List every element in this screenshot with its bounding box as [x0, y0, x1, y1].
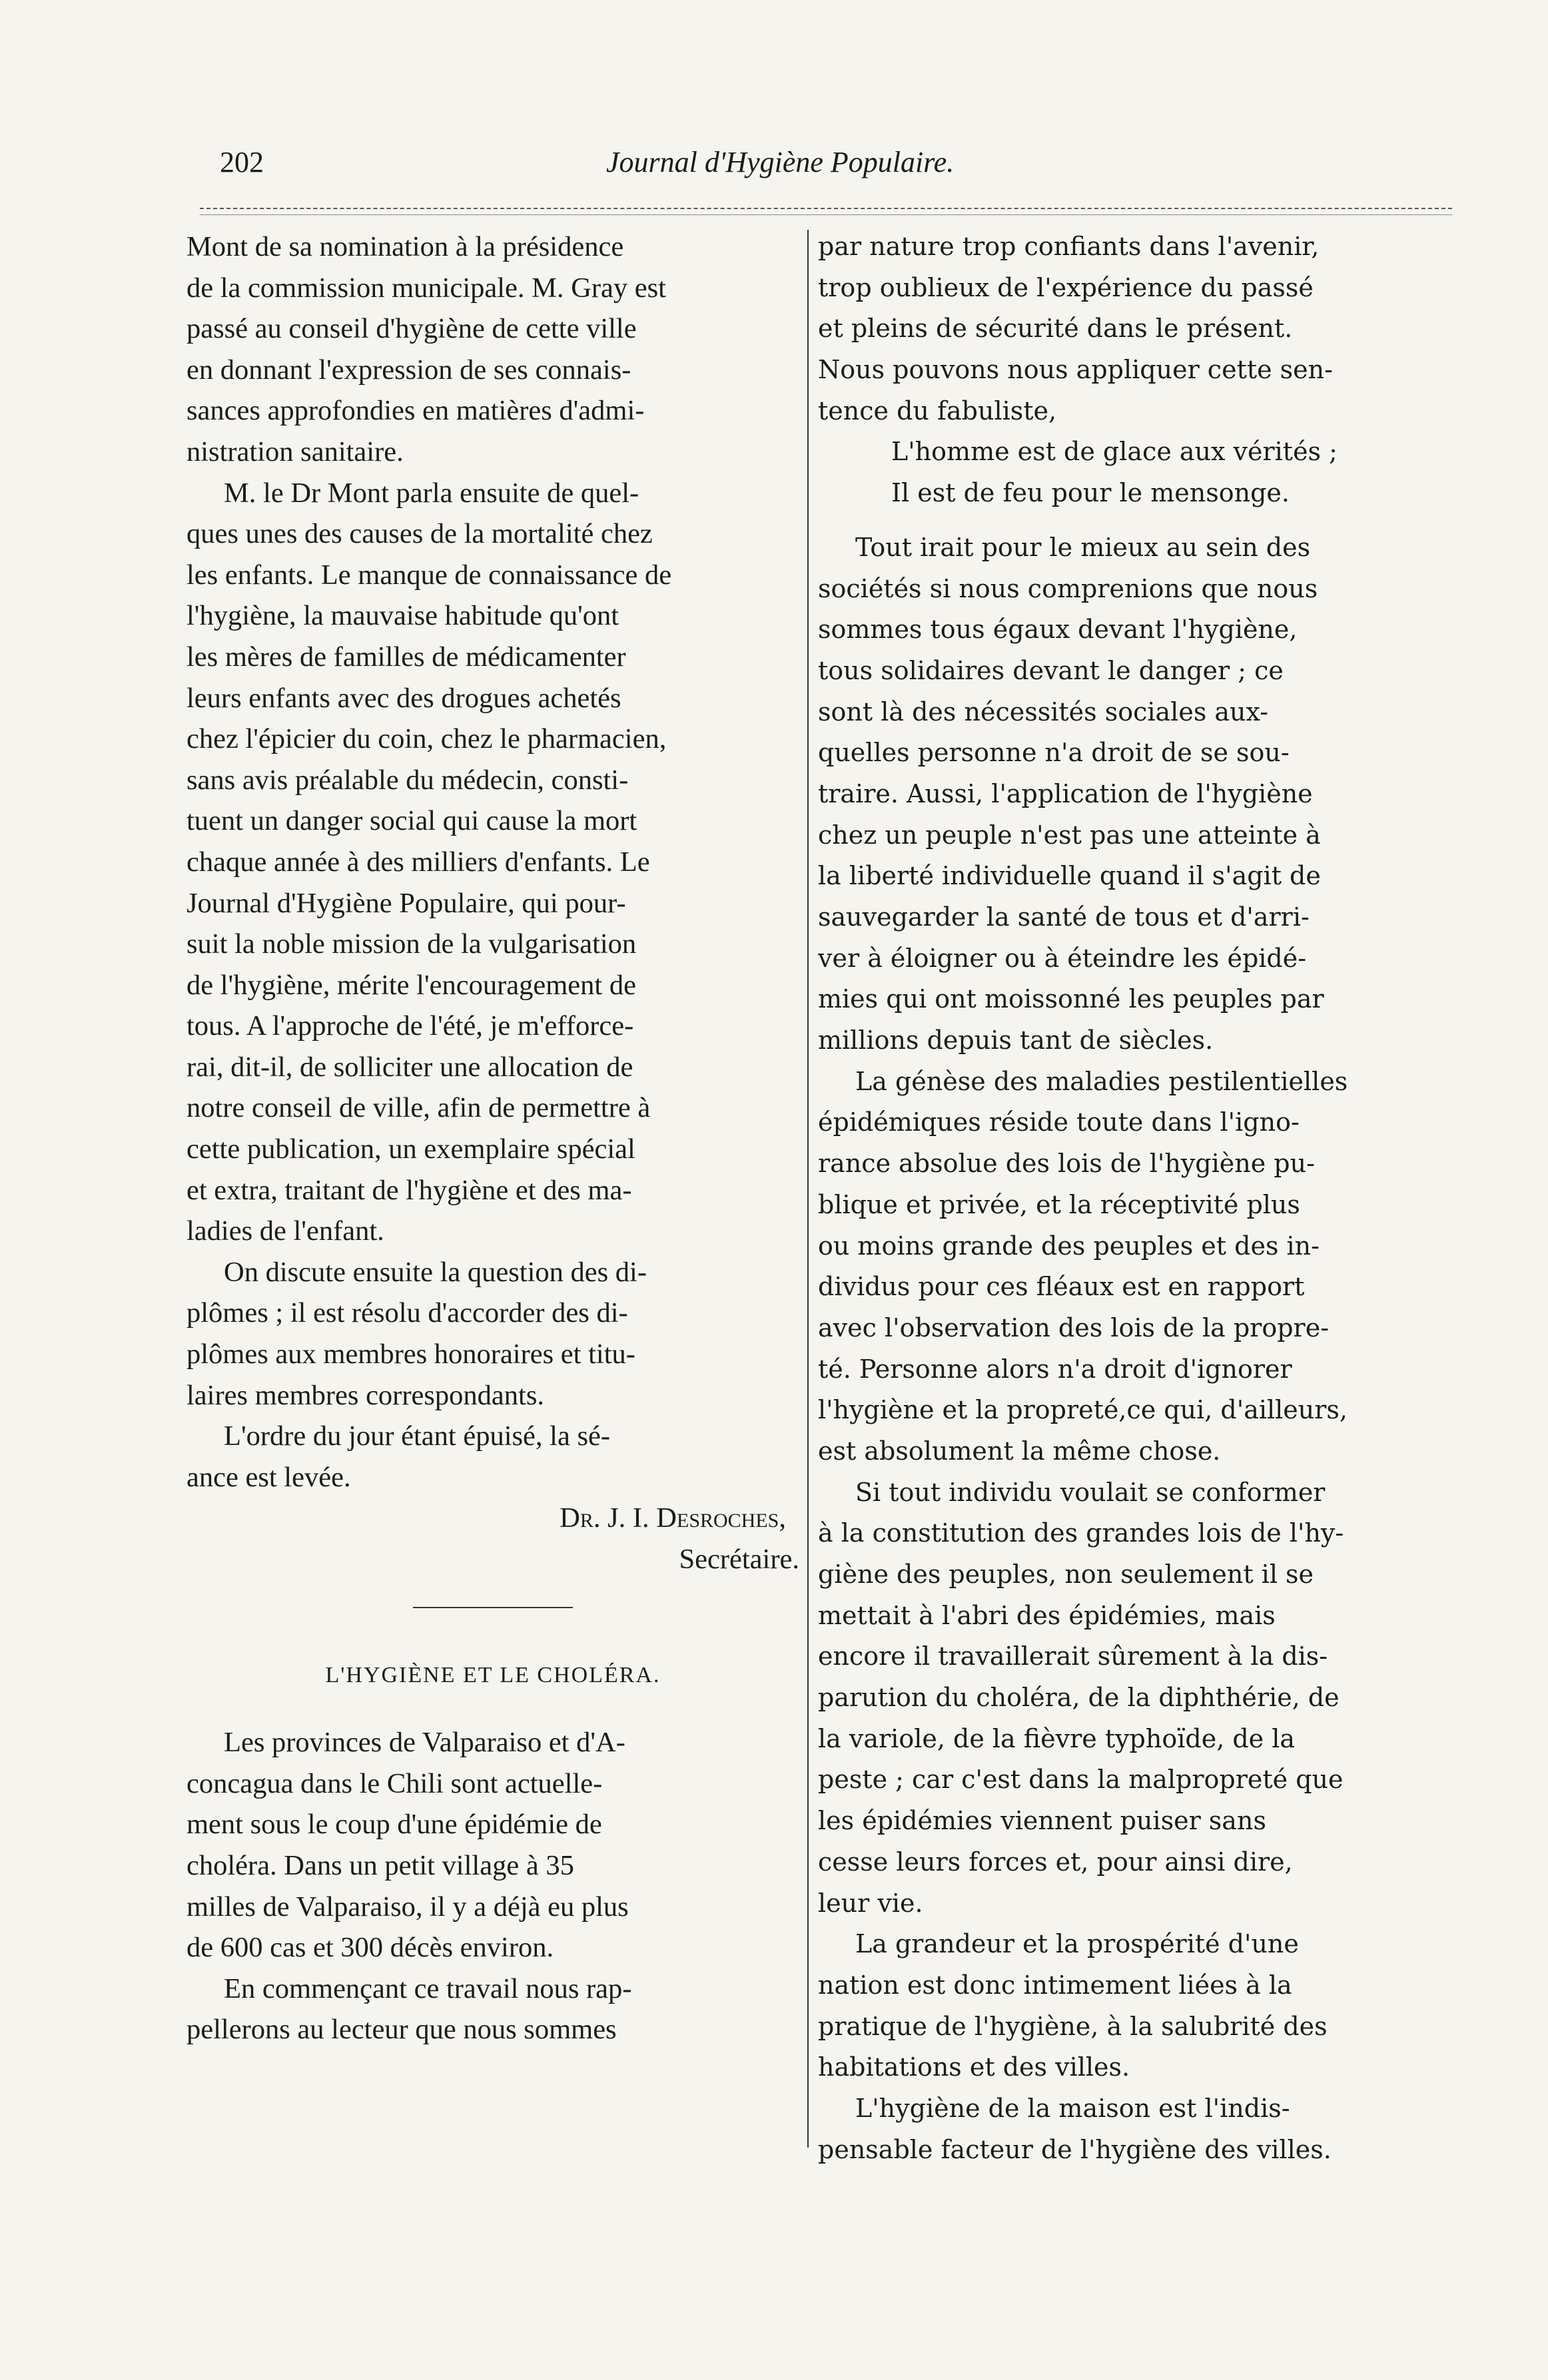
- text-line: Tout irait pour le mieux au sein des: [855, 532, 1311, 562]
- text-line: avec l'observation des lois de la propre-: [818, 1313, 1330, 1342]
- text-line: l'hygiène et la propreté,ce qui, d'ailleurs,: [818, 1395, 1348, 1425]
- verse-line: Il est de feu pour le mensonge.: [891, 478, 1290, 508]
- text-line: et extra, traitant de l'hygiène et des ma-: [187, 1174, 632, 1206]
- text-line: cette publication, un exemplaire spécial: [187, 1133, 635, 1165]
- signature-title: Secrétaire.: [679, 1544, 799, 1575]
- signature-name: Dr. J. I. Desroches,: [560, 1502, 786, 1534]
- text-line: té. Personne alors n'a droit d'ignorer: [818, 1354, 1292, 1384]
- section-heading: L'HYGIÈNE ET LE CHOLÉRA.: [325, 1662, 661, 1687]
- text-line: sauvegarder la santé de tous et d'arri-: [818, 902, 1310, 932]
- text-line: traire. Aussi, l'application de l'hygiène: [818, 778, 1313, 808]
- text-line: passé au conseil d'hygiène de cette ville: [187, 313, 637, 345]
- paragraph: [818, 1472, 1431, 1925]
- text-line: rai, dit-il, de solliciter une allocation de: [187, 1051, 633, 1083]
- text-line: On discute ensuite la question des di-: [224, 1256, 647, 1288]
- text-line: L'hygiène de la maison est l'indis-: [855, 2093, 1290, 2123]
- paragraph: [187, 473, 799, 1252]
- text-line: tuent un danger social qui cause la mort: [187, 805, 637, 837]
- paragraph: [187, 1252, 799, 1416]
- paragraph: [818, 1924, 1431, 2088]
- text-line: leurs enfants avec des drogues achetés: [187, 682, 621, 714]
- right-column: [818, 226, 1431, 2170]
- text-line: encore il travaillerait sûrement à la dis-: [818, 1641, 1328, 1671]
- text-line: pellerons au lecteur que nous sommes: [187, 2014, 617, 2046]
- text-line: pratique de l'hygiène, à la salubrité des: [818, 2011, 1328, 2041]
- text-line: sociétés si nous comprenions que nous: [818, 573, 1318, 603]
- text-line: rance absolue des lois de l'hygiène pu-: [818, 1149, 1315, 1179]
- page-number: 202: [220, 146, 264, 178]
- paragraph: [818, 527, 1431, 1061]
- text-line: En commençant ce travail nous rap-: [224, 1972, 632, 2004]
- text-line: pensable facteur de l'hygiène des villes.: [818, 2134, 1332, 2164]
- section-separator: [413, 1607, 573, 1608]
- text-line: Journal d'Hygiène Populaire, qui pour-: [187, 887, 626, 919]
- text-line: par nature trop confiants dans l'avenir,: [818, 232, 1320, 261]
- text-line: suit la noble mission de la vulgarisation: [187, 928, 637, 960]
- text-line: habitations et des villes.: [818, 2052, 1130, 2082]
- text-line: L'ordre du jour étant épuisé, la sé-: [224, 1420, 611, 1452]
- text-line: ance est levée.: [187, 1461, 351, 1493]
- text-line: l'hygiène, la mauvaise habitude qu'ont: [187, 600, 619, 632]
- text-line: Mont de sa nomination à la présidence: [187, 231, 624, 262]
- text-line: parution du choléra, de la diphthérie, de: [818, 1683, 1340, 1713]
- text-line: sances approfondies en matières d'admi-: [187, 395, 645, 427]
- text-line: trop oublieux de l'expérience du passé: [818, 272, 1314, 302]
- text-line: laires membres correspondants.: [187, 1379, 544, 1411]
- text-line: mies qui ont moissonné les peuples par: [818, 984, 1324, 1014]
- text-line: de la commission municipale. M. Gray est: [187, 272, 666, 304]
- text-line: chez l'épicier du coin, chez le pharmacien,: [187, 723, 667, 755]
- text-line: de l'hygiène, mérite l'encouragement de: [187, 969, 636, 1001]
- text-line: milles de Valparaiso, il y a déjà eu plus: [187, 1891, 629, 1923]
- text-line: Si tout individu voulait se conformer: [855, 1477, 1326, 1507]
- paragraph: [818, 1061, 1431, 1472]
- text-line: la liberté individuelle quand il s'agit de: [818, 861, 1321, 891]
- text-line: plômes aux membres honoraires et titu-: [187, 1339, 635, 1370]
- text-line: ou moins grande des peuples et des in-: [818, 1231, 1320, 1261]
- header-rule-thin: [200, 214, 1452, 215]
- header-rule: [200, 208, 1452, 209]
- paragraph: [187, 1968, 799, 2050]
- paragraph: [187, 1416, 799, 1498]
- text-line: M. le Dr Mont parla ensuite de quel-: [224, 477, 639, 509]
- text-line: La génèse des maladies pestilentielles: [855, 1066, 1348, 1096]
- running-title: Journal d'Hygiène Populaire.: [606, 146, 955, 178]
- text-line: tence du fabuliste,: [818, 396, 1057, 426]
- text-line: est absolument la même chose.: [818, 1436, 1221, 1466]
- text-line: millions depuis tant de siècles.: [818, 1026, 1214, 1055]
- text-line: concagua dans le Chili sont actuelle-: [187, 1767, 603, 1799]
- text-line: les mères de familles de médicamenter: [187, 641, 626, 673]
- text-line: Nous pouvons nous appliquer cette sen-: [818, 355, 1333, 385]
- text-line: les enfants. Le manque de connaissance de: [187, 559, 672, 591]
- text-line: sans avis préalable du médecin, consti-: [187, 764, 629, 796]
- text-line: ment sous le coup d'une épidémie de: [187, 1809, 602, 1841]
- text-line: à la constitution des grandes lois de l'hy-: [818, 1518, 1344, 1548]
- text-line: épidémiques réside toute dans l'igno-: [818, 1107, 1300, 1137]
- column-divider: [807, 230, 809, 2148]
- text-line: cesse leurs forces et, pour ainsi dire,: [818, 1847, 1293, 1877]
- text-line: tous solidaires devant le danger ; ce: [818, 655, 1284, 685]
- text-line: notre conseil de ville, afin de permettre à: [187, 1092, 651, 1124]
- paragraph: [818, 226, 1431, 432]
- left-column: [187, 226, 799, 2050]
- paragraph: [818, 2088, 1431, 2170]
- text-line: en donnant l'expression de ses connais-: [187, 354, 631, 386]
- text-line: dividus pour ces fléaux est en rapport: [818, 1272, 1305, 1302]
- text-line: la variole, de la fièvre typhoïde, de la: [818, 1723, 1296, 1753]
- verse-quote: [818, 432, 1431, 513]
- text-line: La grandeur et la prospérité d'une: [855, 1929, 1299, 1959]
- text-line: peste ; car c'est dans la malpropreté que: [818, 1765, 1344, 1795]
- text-line: ver à éloigner ou à éteindre les épidé-: [818, 943, 1307, 973]
- verse-line: L'homme est de glace aux vérités ;: [891, 437, 1338, 467]
- text-line: leur vie.: [818, 1888, 923, 1918]
- text-line: nation est donc intimement liées à la: [818, 1970, 1292, 2000]
- text-line: de 600 cas et 300 décès environ.: [187, 1932, 554, 1964]
- text-line: giène des peuples, non seulement il se: [818, 1560, 1314, 1589]
- page-header: [200, 145, 1452, 192]
- text-line: mettait à l'abri des épidémies, mais: [818, 1600, 1276, 1630]
- text-line: chez un peuple n'est pas une atteinte à: [818, 820, 1321, 850]
- text-line: tous. A l'approche de l'été, je m'efforce-: [187, 1010, 634, 1042]
- text-line: les épidémies viennent puiser sans: [818, 1806, 1266, 1836]
- text-line: ques unes des causes de la mortalité chez: [187, 518, 653, 550]
- paragraph: [187, 226, 799, 473]
- text-line: nistration sanitaire.: [187, 436, 404, 467]
- text-line: sommes tous égaux devant l'hygiène,: [818, 615, 1298, 645]
- text-line: chaque année à des milliers d'enfants. Le: [187, 846, 650, 878]
- text-line: et pleins de sécurité dans le présent.: [818, 314, 1293, 344]
- text-line: sont là des nécessités sociales aux-: [818, 697, 1269, 727]
- paragraph: [187, 1722, 799, 1968]
- text-line: choléra. Dans un petit village à 35: [187, 1849, 574, 1881]
- text-line: Les provinces de Valparaiso et d'A-: [224, 1727, 625, 1759]
- text-line: plômes ; il est résolu d'accorder des di-: [187, 1297, 628, 1329]
- text-line: quelles personne n'a droit de se sou-: [818, 738, 1290, 768]
- text-line: blique et privée, et la réceptivité plus: [818, 1189, 1300, 1219]
- text-line: ladies de l'enfant.: [187, 1215, 384, 1247]
